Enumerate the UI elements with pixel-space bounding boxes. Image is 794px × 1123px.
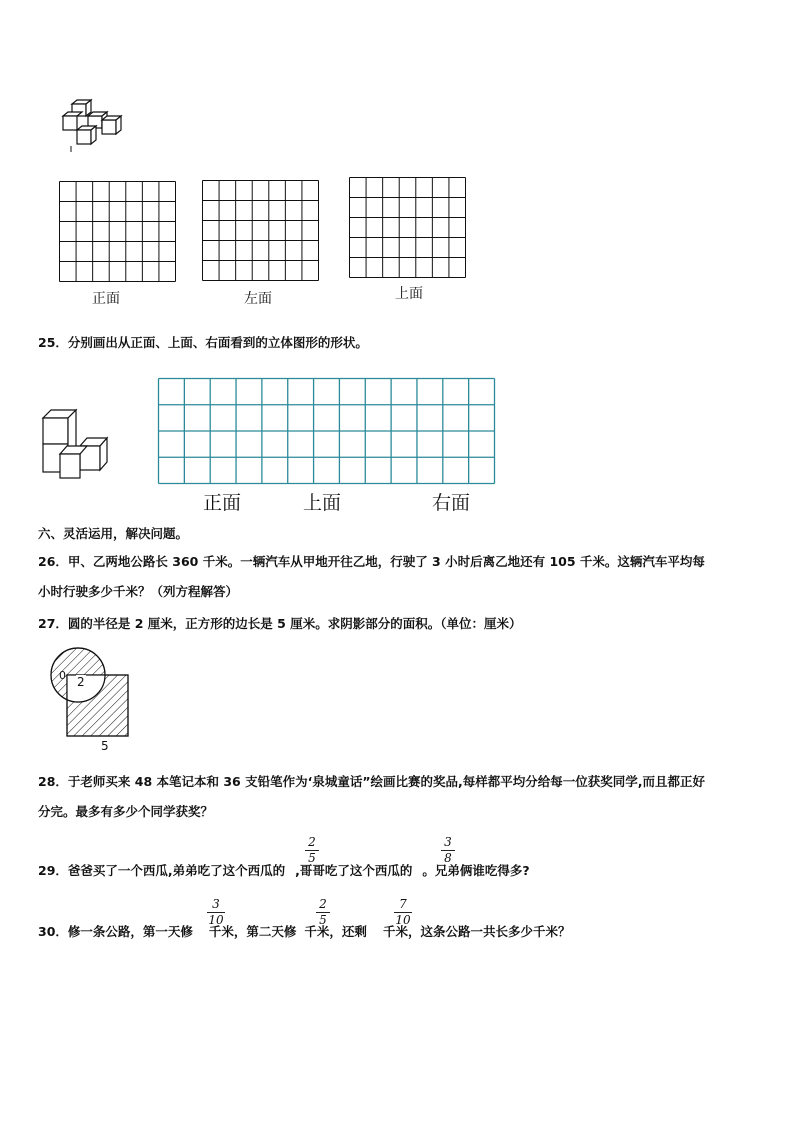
label-circle-center: 0 — [59, 669, 66, 682]
question-25: 25．分别画出从正面、上面、右面看到的立体图形的形状。 — [38, 335, 368, 350]
cube-arrangement-figure-top — [58, 100, 128, 160]
fraction-29-b: 3 8 — [441, 836, 455, 865]
question-30-part4: 千米，这条公路一共长多少千米？ — [382, 924, 571, 939]
label-q25-top: 上面 — [303, 492, 342, 514]
label-radius: 2 — [77, 675, 85, 689]
question-26-line2: 小时行驶多少千米？（列方程解答） — [38, 584, 239, 599]
label-top-view: 上面 — [395, 286, 423, 302]
question-29-part2: ,哥哥吃了这个西瓜的 — [295, 863, 413, 878]
label-q25-right: 右面 — [432, 492, 471, 514]
cube-stack-figure-q25 — [40, 408, 110, 478]
fraction-30-a: 3 10 — [208, 897, 224, 927]
question-30-part3: 千米，还剩 — [304, 924, 367, 939]
label-left-view: 左面 — [244, 291, 272, 307]
question-30-part2: 千米，第二天修 — [208, 924, 297, 939]
question-29 — [38, 861, 530, 879]
label-front-view: 正面 — [92, 291, 120, 307]
question-29-part1: 29．爸爸买了一个西瓜,弟弟吃了这个西瓜的 — [38, 863, 286, 878]
question-28-line1: 28．于老师买来 48 本笔记本和 36 支铅笔作为‘泉城童话”绘画比赛的奖品,每样都平均分给每一位获奖同学,而且都正好 — [38, 774, 706, 789]
question-30 — [38, 922, 570, 940]
label-q25-front: 正面 — [203, 492, 242, 514]
fraction-30-c: 7 10 — [395, 897, 411, 927]
question-28-line2: 分完。最多有多少个同学获奖？ — [38, 804, 214, 819]
grid-left-view[interactable] — [202, 180, 319, 281]
question-30-part1: 30．修一条公路，第一天修 — [38, 924, 193, 939]
grid-q25-views[interactable] — [158, 378, 495, 484]
section-heading-6: 六、灵活运用，解决问题。 — [38, 526, 189, 541]
grid-front-view[interactable] — [59, 181, 176, 282]
grid-top-view[interactable] — [349, 177, 466, 278]
question-26-line1: 26．甲、乙两地公路长 360 千米。一辆汽车从甲地开往乙地，行驶了 3 小时后离乙地还有 105 千米。这辆汽车平均每 — [38, 554, 705, 569]
label-square-side: 5 — [101, 739, 109, 753]
question-29-part3: 。兄弟俩谁吃得多? — [422, 863, 530, 878]
fraction-29-a: 2 5 — [305, 836, 319, 865]
circle-square-figure-q27 — [36, 646, 136, 751]
fraction-30-b: 2 5 — [316, 898, 330, 927]
question-27: 27．圆的半径是 2 厘米，正方形的边长是 5 厘米。求阴影部分的面积。（单位：厘米） — [38, 616, 522, 631]
